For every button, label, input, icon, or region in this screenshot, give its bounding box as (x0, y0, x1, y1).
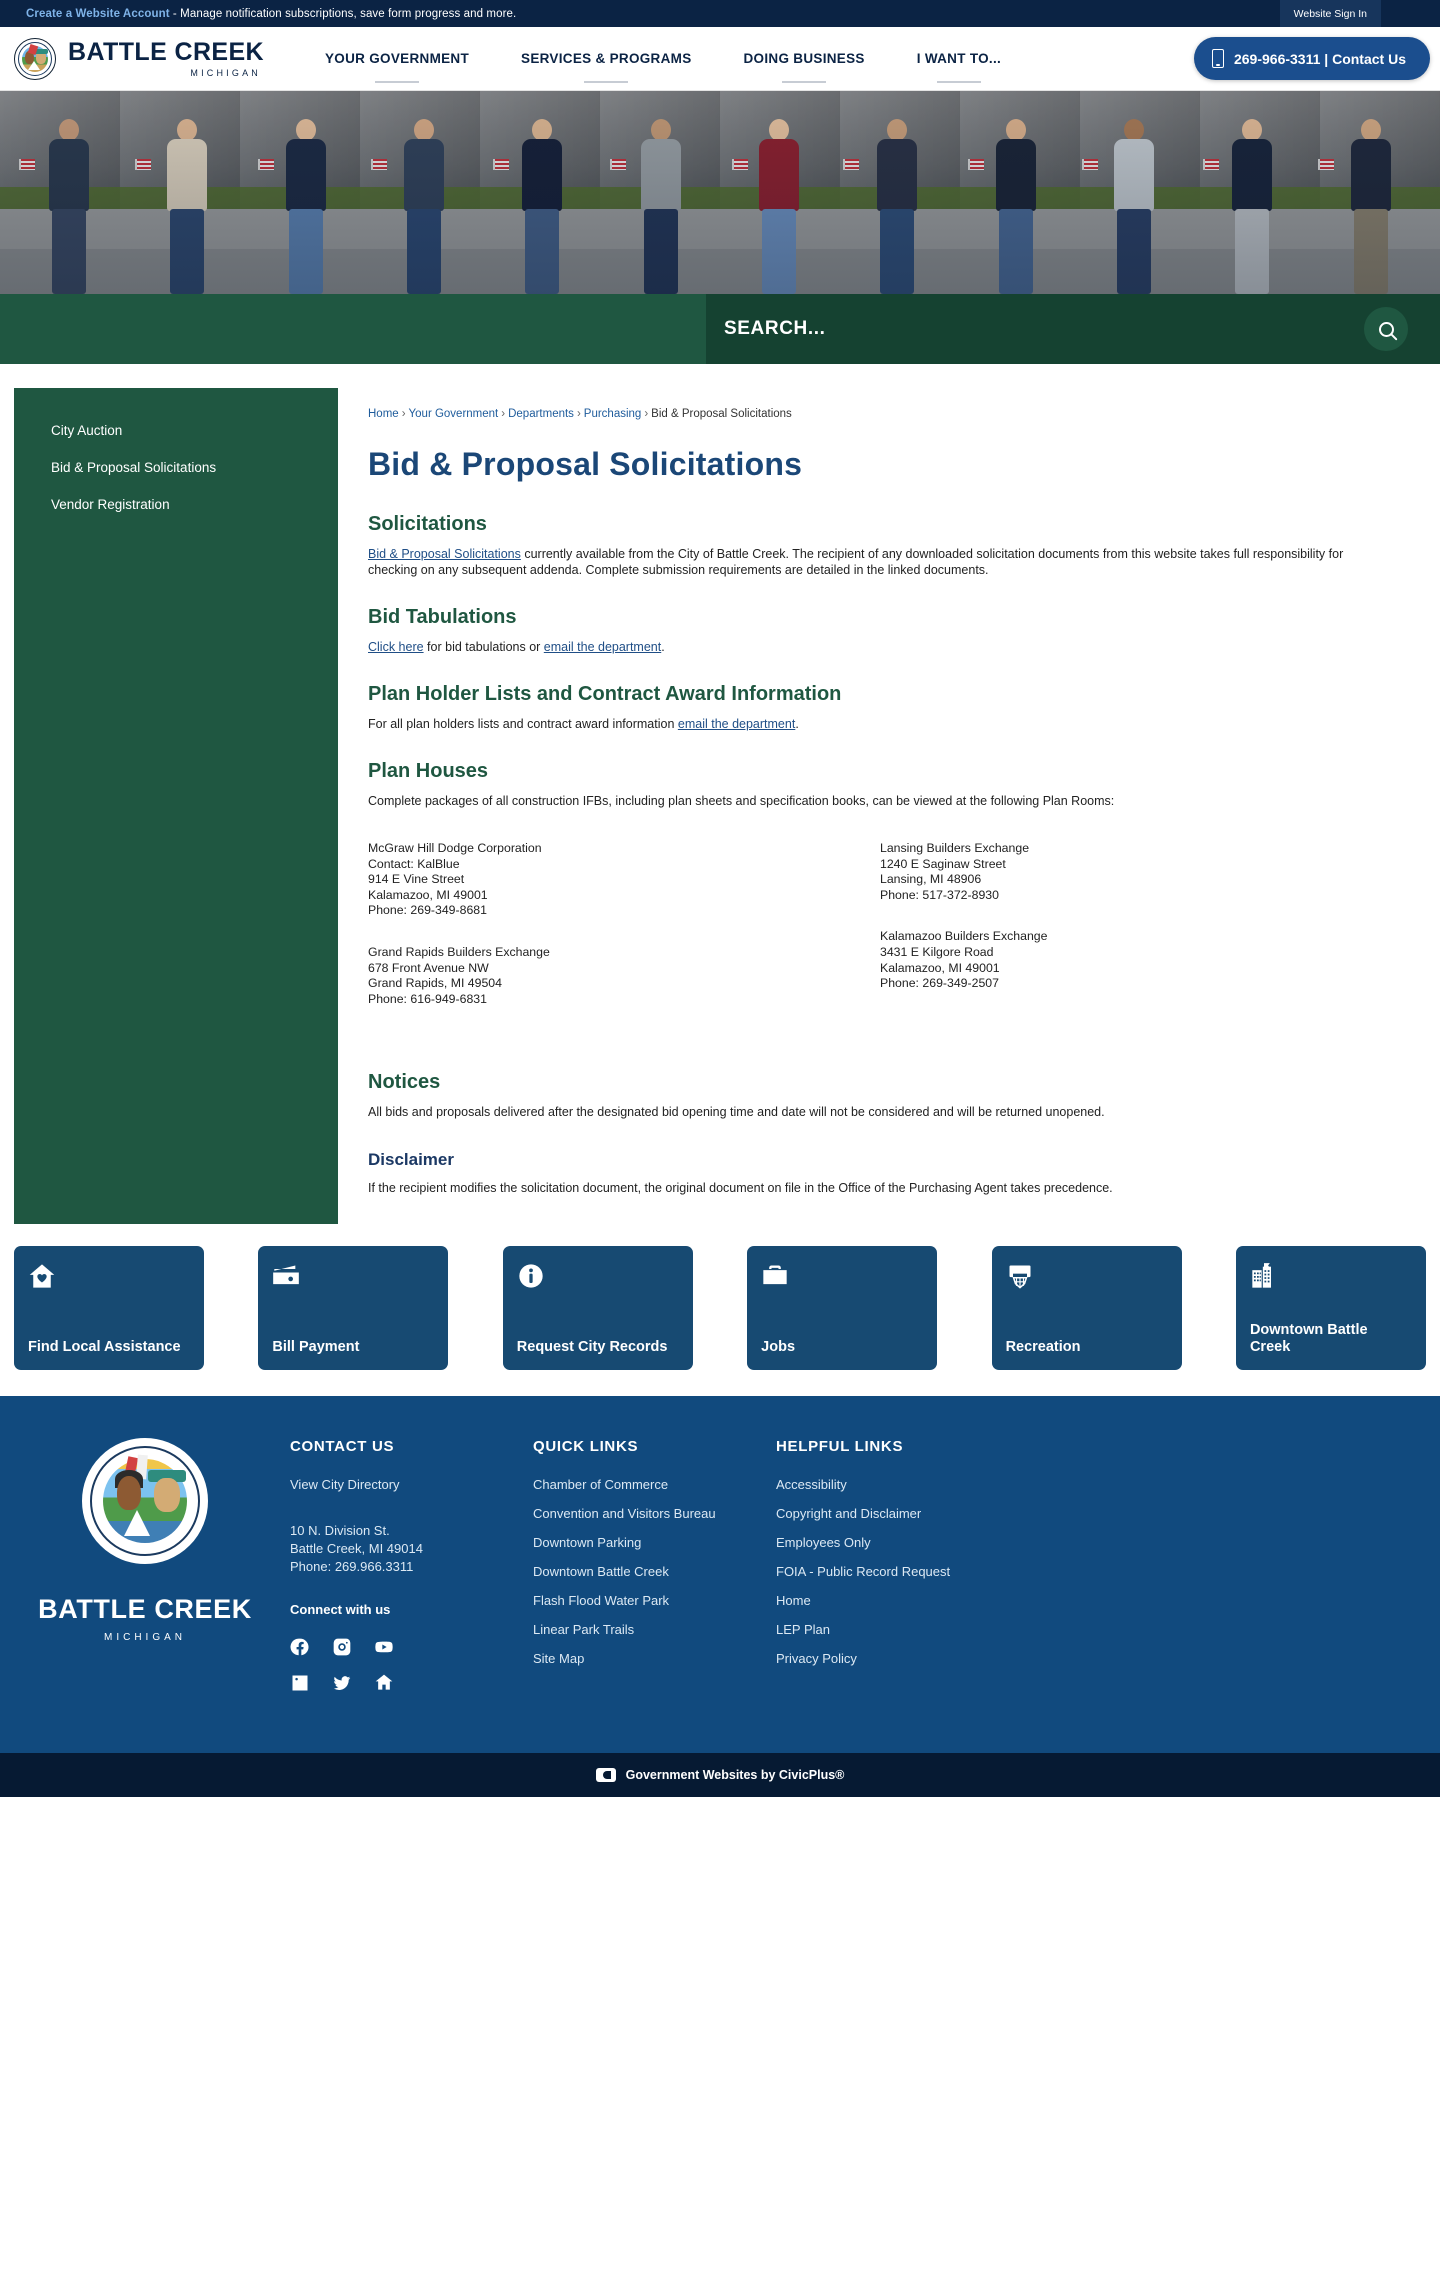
search-band-left-fill (0, 294, 706, 364)
search-container (706, 294, 1440, 364)
breadcrumb-separator: › (401, 408, 406, 420)
card-label: Request City Records (516, 1339, 668, 1356)
buildings-icon (1250, 1262, 1278, 1290)
footer-link-lep-plan[interactable]: LEP Plan (776, 1622, 830, 1638)
search-submit-button[interactable] (1364, 307, 1408, 351)
bid-tab-end-text: . (661, 640, 665, 654)
breadcrumb-current: Bid & Proposal Solicitations (651, 408, 792, 420)
plan-holder-pre-text: For all plan holders lists and contract award information (368, 717, 678, 731)
footer-address (290, 1522, 533, 1576)
home-heart-icon (28, 1262, 56, 1290)
nav-services-programs[interactable]: SERVICES & PROGRAMS (495, 51, 717, 66)
footer-link-linear-park-trails[interactable]: Linear Park Trails (533, 1622, 635, 1638)
plan-house-phone: Phone: 269-349-8681 (368, 903, 487, 918)
card-downtown-battle-creek[interactable] (1236, 1246, 1426, 1370)
brand-subtitle: MICHIGAN (190, 67, 261, 78)
footer-link-downtown-battle-creek[interactable]: Downtown Battle Creek (533, 1564, 669, 1580)
plan-houses-intro: Complete packages of all construction IFBs, including plan sheets and specification books, can be viewed at the following Plan Rooms: (368, 794, 1115, 808)
youtube-icon[interactable] (374, 1637, 394, 1657)
hero-banner-image (0, 91, 1440, 294)
solicitations-paragraph (368, 546, 1392, 578)
breadcrumb-separator: › (576, 408, 581, 420)
solicitations-text: currently available from the City of Battle Creek. The recipient of any downloaded solicitation documents from this website takes full responsibility for checking on any subsequent addenda. Complete submission requirements are detailed in the linked documents. (368, 547, 1344, 577)
disclaimer-section (368, 1150, 1392, 1196)
disclaimer-heading: Disclaimer (368, 1150, 454, 1170)
plan-house-name: Kalamazoo Builders Exchange (880, 929, 1048, 944)
search-input[interactable]: SEARCH... (724, 318, 826, 339)
card-label: Downtown Battle Creek (1249, 1322, 1368, 1356)
page-title: Bid & Proposal Solicitations (368, 446, 803, 482)
footer-link-privacy-policy[interactable]: Privacy Policy (776, 1651, 857, 1667)
utility-message (0, 8, 516, 20)
notices-section (368, 1071, 1392, 1120)
card-bill-payment[interactable] (258, 1246, 448, 1370)
footer-social-links (290, 1637, 420, 1693)
solicitations-section (368, 513, 1392, 578)
main-content (338, 388, 1426, 1224)
plan-holder-heading: Plan Holder Lists and Contract Award Information (368, 683, 842, 705)
briefcase-icon (761, 1262, 789, 1290)
plan-house-entry (368, 841, 880, 919)
notices-text: All bids and proposals delivered after the designated bid opening time and date will not be considered and will be returned unopened. (368, 1105, 1105, 1120)
plan-house-street: 3431 E Kilgore Road (880, 945, 994, 960)
footer-helpful-links-heading: HELPFUL LINKS (776, 1438, 904, 1456)
info-circle-icon (517, 1262, 545, 1290)
notices-heading: Notices (368, 1071, 441, 1094)
plan-houses-left-column (368, 841, 880, 1025)
card-request-city-records[interactable] (503, 1246, 693, 1370)
plan-house-name: McGraw Hill Dodge Corporation (368, 841, 542, 855)
plan-houses-right-column (880, 841, 1392, 1025)
footer-connect-heading: Connect with us (290, 1602, 391, 1618)
brand-logo[interactable] (0, 38, 264, 80)
facebook-icon[interactable] (290, 1637, 310, 1657)
footer-link-downtown-parking[interactable]: Downtown Parking (533, 1535, 642, 1551)
instagram-icon[interactable] (332, 1637, 352, 1657)
section-sidebar (14, 388, 338, 1224)
sidebar-item-city-auction[interactable]: City Auction (51, 423, 123, 438)
nav-your-government[interactable]: YOUR GOVERNMENT (299, 51, 495, 66)
plan-house-name: Lansing Builders Exchange (880, 841, 1030, 855)
footer-link-flash-flood-water-park[interactable]: Flash Flood Water Park (533, 1593, 670, 1609)
utility-bar (0, 0, 1440, 27)
plan-house-phone: Phone: 517-372-8930 (880, 887, 999, 902)
footer-link-convention-visitors-bureau[interactable]: Convention and Visitors Bureau (533, 1506, 716, 1522)
footer-brand-subtitle: MICHIGAN (104, 1632, 186, 1644)
civicplus-label: Government Websites by CivicPlus® (625, 1768, 845, 1783)
plan-house-city: Kalamazoo, MI 49001 (368, 887, 488, 902)
footer-contact-column (290, 1438, 533, 1693)
footer-link-accessibility[interactable]: Accessibility (776, 1477, 847, 1493)
plan-house-street: 1240 E Saginaw Street (880, 856, 1006, 871)
nav-i-want-to[interactable]: I WANT TO... (891, 51, 1027, 66)
search-icon (1379, 322, 1394, 337)
create-account-link[interactable]: Create a Website Account (26, 7, 170, 20)
plan-holder-section (368, 683, 1392, 732)
brand-text (68, 37, 264, 78)
footer-address-line2: Battle Creek, MI 49014 (290, 1541, 423, 1557)
plan-house-phone: Phone: 616-949-6831 (368, 991, 487, 1006)
quick-action-cards (0, 1224, 1440, 1396)
website-sign-in-button[interactable]: Website Sign In (1280, 0, 1381, 27)
breadcrumb-separator: › (501, 408, 506, 420)
footer-link-foia-public-record-request[interactable]: FOIA - Public Record Request (776, 1564, 951, 1580)
card-label: Recreation (1005, 1339, 1081, 1356)
footer-quick-links-heading: QUICK LINKS (533, 1438, 639, 1456)
plan-house-phone: Phone: 269-349-2507 (880, 976, 999, 991)
footer-link-site-map[interactable]: Site Map (533, 1651, 585, 1667)
footer-link-home[interactable]: Home (776, 1593, 811, 1609)
plan-house-name: Grand Rapids Builders Exchange (368, 945, 550, 960)
footer-quick-links-column (533, 1438, 776, 1693)
plan-house-entry (880, 841, 1392, 903)
footer-logo-block (0, 1438, 290, 1693)
bid-tabulations-paragraph (368, 639, 1392, 655)
footer-view-city-directory-link[interactable]: View City Directory (290, 1477, 400, 1493)
footer-phone: Phone: 269.966.3311 (290, 1559, 414, 1575)
disclaimer-text: If the recipient modifies the solicitation document, the original document on file in the Office of the Purchasing Agent takes precedence. (368, 1181, 1113, 1196)
site-footer (0, 1396, 1440, 1753)
utility-tail: - Manage notification subscriptions, save form progress and more. (169, 7, 517, 20)
sidebar-item-bid-proposal-solicitations[interactable]: Bid & Proposal Solicitations (51, 460, 217, 475)
footer-link-employees-only[interactable]: Employees Only (776, 1535, 871, 1551)
civicplus-bar (0, 1753, 1440, 1797)
footer-brand-name: BATTLE CREEK (38, 1594, 252, 1625)
plan-house-street: 914 E Vine Street (368, 872, 465, 887)
footer-city-seal-icon (82, 1438, 208, 1564)
nextdoor-icon[interactable] (374, 1673, 394, 1693)
breadcrumb-separator: › (644, 408, 649, 420)
breadcrumb-departments[interactable]: Departments (508, 408, 574, 420)
bid-tab-mid-text: for bid tabulations or (423, 640, 544, 654)
footer-link-chamber-of-commerce[interactable]: Chamber of Commerce (533, 1477, 669, 1493)
sidebar-item-vendor-registration[interactable]: Vendor Registration (51, 497, 170, 512)
plan-house-city: Lansing, MI 48906 (880, 872, 982, 887)
bid-tabulations-heading: Bid Tabulations (368, 606, 517, 628)
twitter-icon[interactable] (332, 1673, 352, 1693)
plan-houses-heading: Plan Houses (368, 760, 489, 782)
civicplus-logo-icon (596, 1768, 616, 1782)
plan-holder-end-text: . (795, 717, 799, 731)
brand-name: BATTLE CREEK (68, 37, 264, 66)
linkedin-icon[interactable] (290, 1673, 310, 1693)
plan-house-street: 678 Front Avenue NW (368, 960, 489, 975)
main-navigation (299, 51, 1027, 66)
credit-card-icon (272, 1262, 300, 1290)
card-recreation[interactable] (992, 1246, 1182, 1370)
mobile-phone-icon (1212, 49, 1224, 68)
click-here-link[interactable]: Click here (368, 640, 424, 654)
breadcrumb (368, 408, 1392, 420)
card-label: Jobs (761, 1339, 796, 1356)
plan-house-entry (880, 929, 1392, 991)
contact-phone-button[interactable] (1194, 37, 1430, 80)
footer-helpful-links-column (776, 1438, 1019, 1693)
bid-tabulations-section (368, 606, 1392, 655)
card-find-local-assistance[interactable] (14, 1246, 204, 1370)
solicitations-link[interactable]: Bid & Proposal Solicitations (368, 547, 521, 561)
contact-pill-label: 269-966-3311 | Contact Us (1233, 50, 1406, 67)
city-seal-icon (14, 38, 56, 80)
site-header (0, 27, 1440, 91)
plan-houses-columns (368, 841, 1392, 1025)
search-band (0, 294, 1440, 364)
plan-house-city: Kalamazoo, MI 49001 (880, 960, 1000, 975)
basketball-hoop-icon (1006, 1262, 1034, 1290)
card-label: Find Local Assistance (28, 1339, 181, 1356)
solicitations-heading: Solicitations (368, 513, 487, 535)
plan-house-city: Grand Rapids, MI 49504 (368, 976, 502, 991)
breadcrumb-your-government[interactable]: Your Government (408, 408, 499, 420)
footer-contact-heading: CONTACT US (290, 1438, 395, 1456)
footer-address-line1: 10 N. Division St. (290, 1523, 390, 1539)
breadcrumb-home[interactable]: Home (368, 408, 399, 420)
plan-house-contact: Contact: KalBlue (368, 856, 460, 871)
plan-holder-email-link[interactable]: email the department (677, 717, 796, 731)
card-label: Bill Payment (272, 1339, 360, 1356)
plan-holder-paragraph (368, 716, 1392, 732)
email-department-link[interactable]: email the department (543, 640, 662, 654)
plan-house-entry (368, 945, 880, 1007)
page-body (0, 364, 1440, 1224)
card-jobs[interactable] (747, 1246, 937, 1370)
breadcrumb-purchasing[interactable]: Purchasing (583, 408, 642, 420)
footer-link-copyright-disclaimer[interactable]: Copyright and Disclaimer (776, 1506, 922, 1522)
nav-doing-business[interactable]: DOING BUSINESS (718, 51, 891, 66)
plan-houses-section (368, 760, 1392, 1025)
